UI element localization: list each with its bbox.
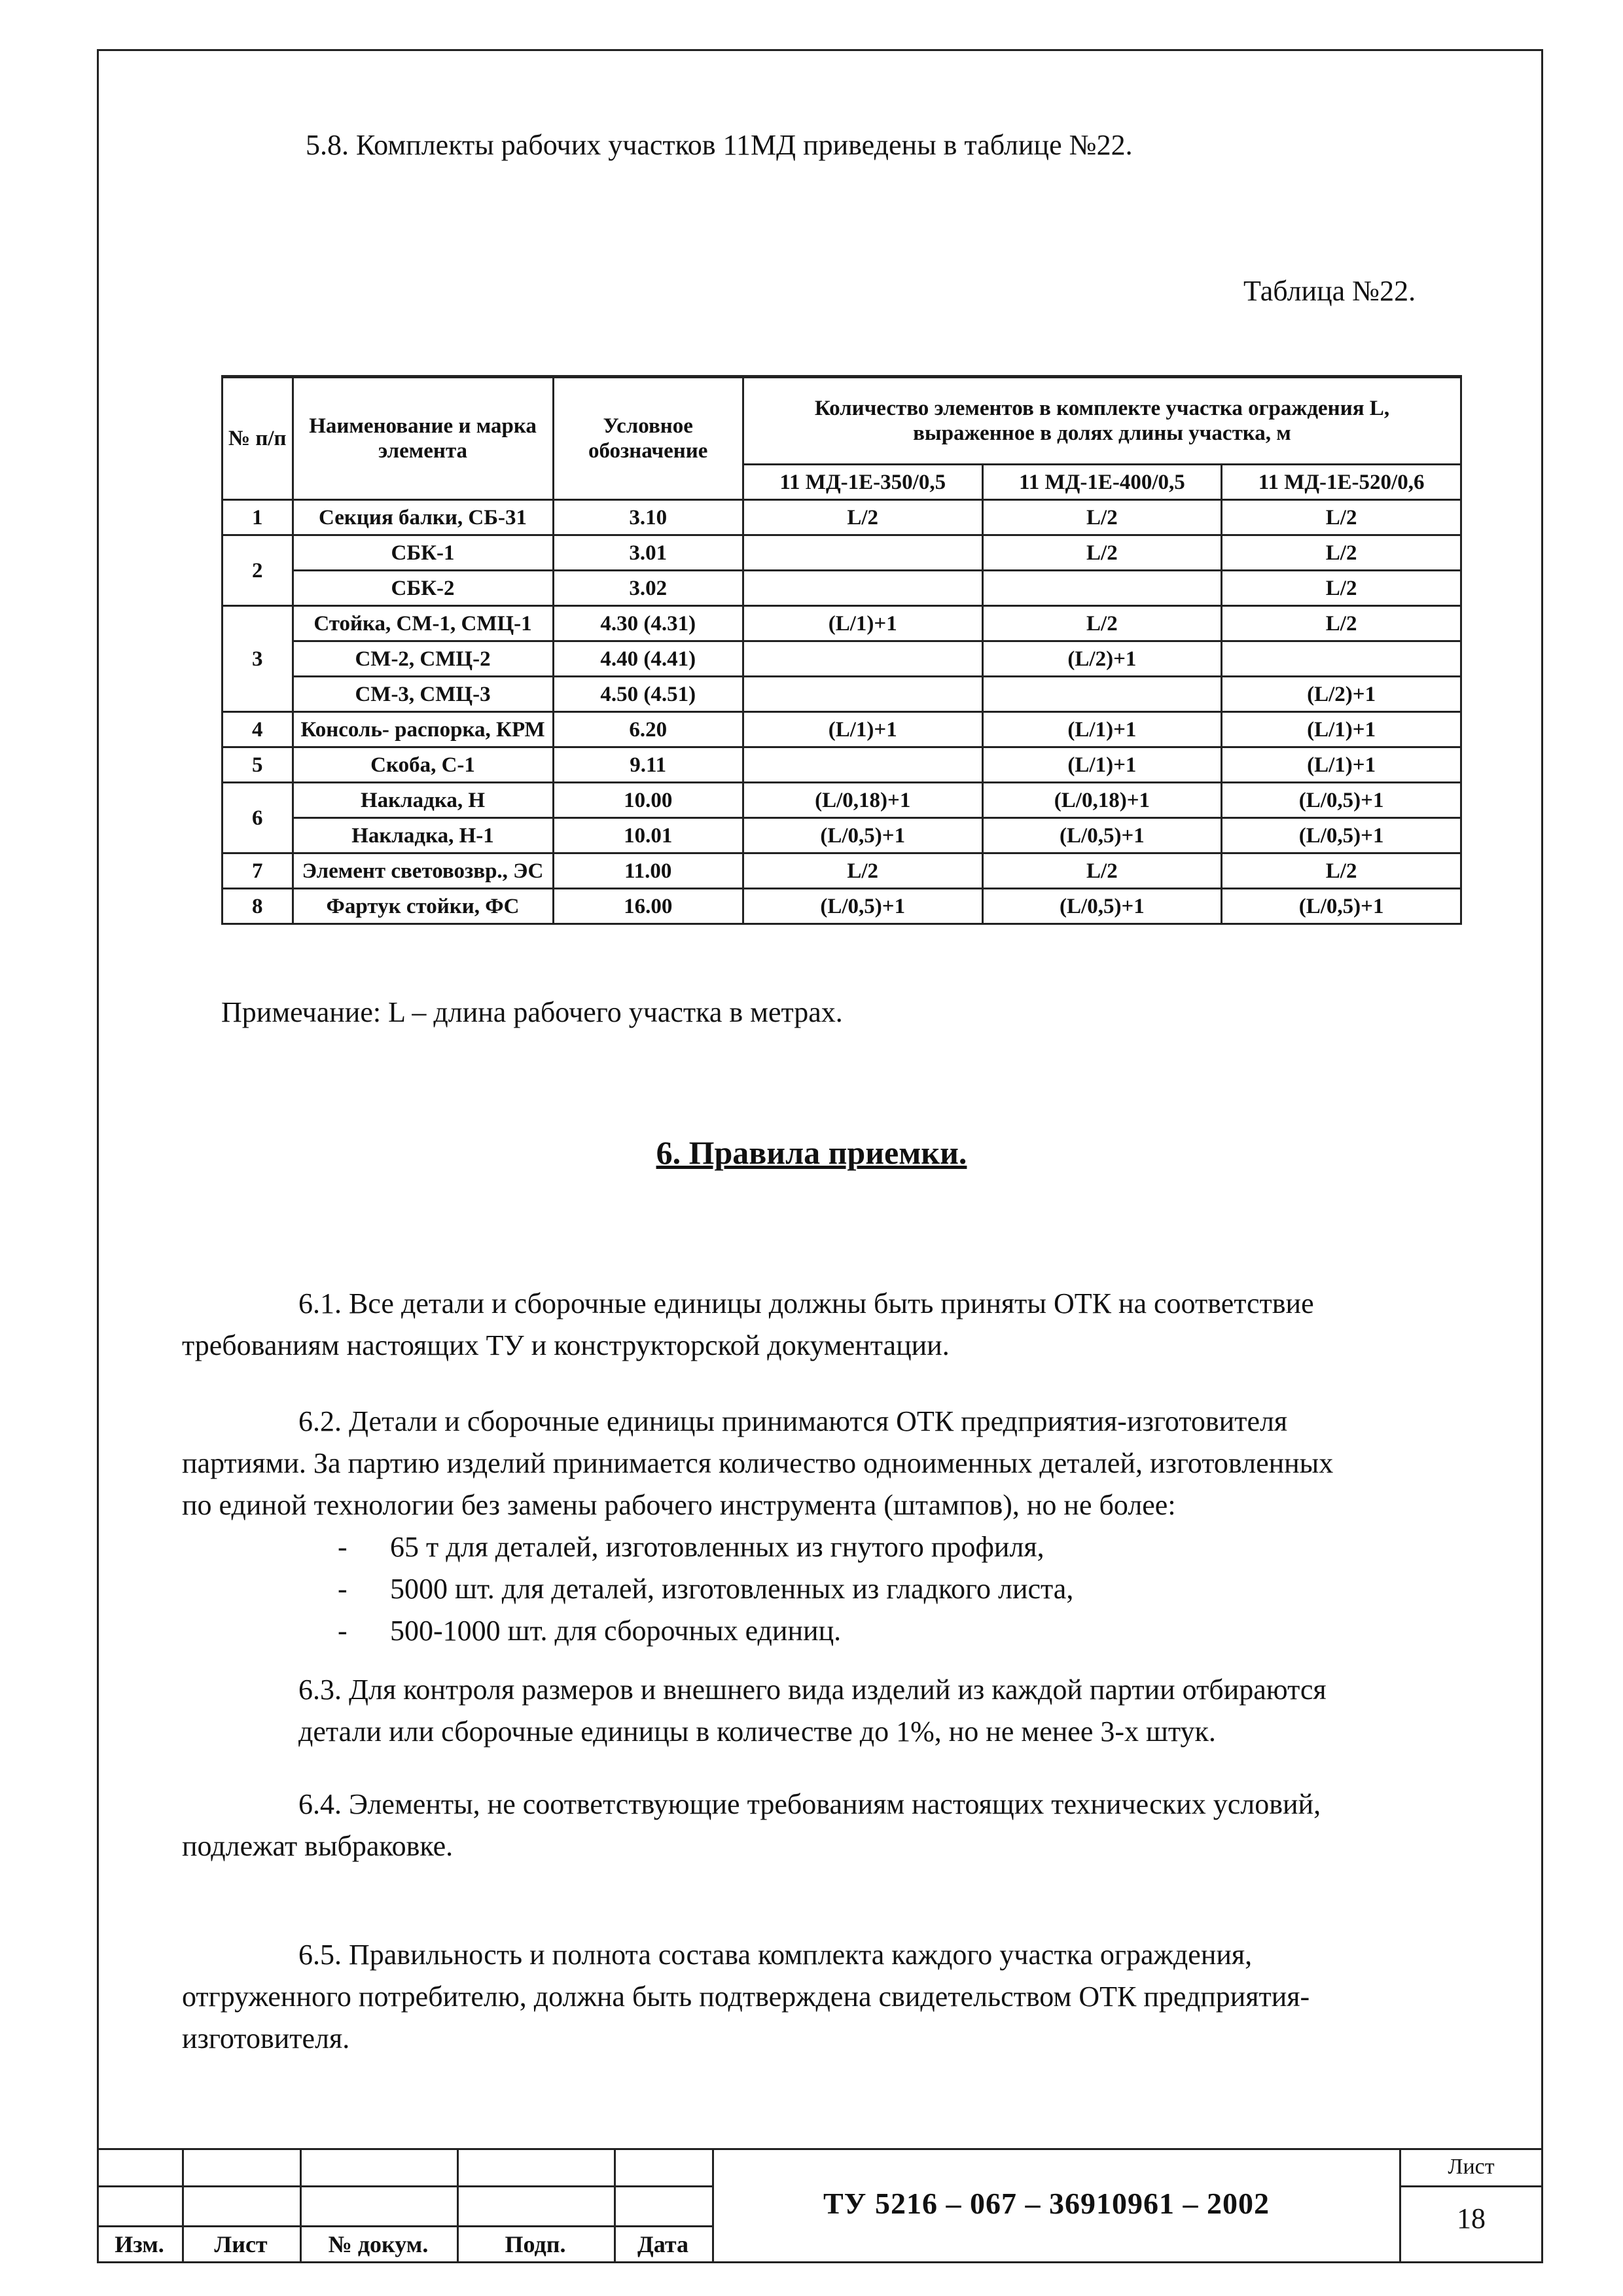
row-v2: (L/0,5)+1 bbox=[982, 818, 1222, 853]
row-code: 16.00 bbox=[553, 889, 743, 924]
row-v3: L/2 bbox=[1222, 500, 1461, 535]
paragraph-line: требованиям настоящих ТУ и конструкторской документации. bbox=[182, 1329, 950, 1361]
row-v2: (L/1)+1 bbox=[982, 712, 1222, 747]
row-v3 bbox=[1222, 641, 1461, 677]
stamp-label-doc-number: № докум. bbox=[328, 2231, 429, 2257]
row-number: 3 bbox=[223, 606, 293, 712]
row-v3: L/2 bbox=[1222, 535, 1461, 571]
table-row bbox=[223, 571, 1461, 606]
row-v2: L/2 bbox=[982, 606, 1222, 641]
row-v3: (L/2)+1 bbox=[1222, 677, 1461, 712]
header-code: Условное обозначение bbox=[553, 377, 743, 500]
row-name: Накладка, Н bbox=[293, 783, 553, 818]
row-code: 3.10 bbox=[553, 500, 743, 535]
header-variant-3: 11 МД-1Е-520/0,6 bbox=[1222, 465, 1461, 500]
header-num: № п/п bbox=[223, 377, 293, 500]
row-number: 6 bbox=[223, 783, 293, 853]
stamp-line bbox=[97, 2148, 1543, 2150]
row-name: Стойка, СМ-1, СМЦ-1 bbox=[293, 606, 553, 641]
row-code: 4.40 (4.41) bbox=[553, 641, 743, 677]
row-v1: (L/0,5)+1 bbox=[743, 889, 982, 924]
row-name: Фартук стойки, ФС bbox=[293, 889, 553, 924]
row-code: 10.00 bbox=[553, 783, 743, 818]
paragraph-line: 6.4. Элементы, не соответствующие требованиям настоящих технических условий, bbox=[298, 1788, 1321, 1820]
row-v2: (L/0,5)+1 bbox=[982, 889, 1222, 924]
row-v2 bbox=[982, 571, 1222, 606]
row-v1 bbox=[743, 571, 982, 606]
paragraph-line: 6.5. Правильность и полнота состава комплекта каждого участка ограждения, bbox=[298, 1939, 1253, 1971]
sheet-number: 18 bbox=[1457, 2202, 1486, 2234]
row-v3: (L/0,5)+1 bbox=[1222, 783, 1461, 818]
row-v1 bbox=[743, 641, 982, 677]
row-v2: L/2 bbox=[982, 535, 1222, 571]
row-name: СМ-2, СМЦ-2 bbox=[293, 641, 553, 677]
row-name: СМ-3, СМЦ-3 bbox=[293, 677, 553, 712]
row-v2: (L/2)+1 bbox=[982, 641, 1222, 677]
row-v3: L/2 bbox=[1222, 606, 1461, 641]
elements-table bbox=[221, 375, 1462, 925]
table-row bbox=[223, 747, 1461, 783]
table-caption: Таблица №22. bbox=[1243, 275, 1416, 307]
paragraph-6-3 bbox=[182, 1669, 1491, 1753]
stamp-label-sheet: Лист bbox=[214, 2231, 268, 2257]
header-variant-2: 11 МД-1Е-400/0,5 bbox=[982, 465, 1222, 500]
row-code: 10.01 bbox=[553, 818, 743, 853]
row-v1: (L/0,18)+1 bbox=[743, 783, 982, 818]
list-item: - 500-1000 шт. для сборочных единиц. bbox=[338, 1615, 842, 1647]
table-note: Примечание: L – длина рабочего участка в метрах. bbox=[221, 996, 843, 1028]
row-v3: (L/1)+1 bbox=[1222, 747, 1461, 783]
stamp-line bbox=[712, 2148, 714, 2263]
paragraph-6-2 bbox=[182, 1401, 1491, 1652]
row-number: 1 bbox=[223, 500, 293, 535]
row-number: 8 bbox=[223, 889, 293, 924]
row-v2: (L/0,18)+1 bbox=[982, 783, 1222, 818]
row-v3: (L/0,5)+1 bbox=[1222, 889, 1461, 924]
row-v1: L/2 bbox=[743, 853, 982, 889]
row-code: 3.01 bbox=[553, 535, 743, 571]
row-code: 9.11 bbox=[553, 747, 743, 783]
row-name: СБК-1 bbox=[293, 535, 553, 571]
paragraph-line: по единой технологии без замены рабочего инструмента (штампов), но не более: bbox=[182, 1489, 1176, 1521]
row-v1 bbox=[743, 535, 982, 571]
section-title: 6. Правила приемки. bbox=[656, 1134, 967, 1171]
row-code: 6.20 bbox=[553, 712, 743, 747]
row-name: Секция балки, СБ-31 bbox=[293, 500, 553, 535]
table-row bbox=[223, 641, 1461, 677]
row-v1: (L/1)+1 bbox=[743, 712, 982, 747]
row-name: Элемент световозвр., ЭС bbox=[293, 853, 553, 889]
row-v2: L/2 bbox=[982, 853, 1222, 889]
table-row bbox=[223, 853, 1461, 889]
sheet-label: Лист bbox=[1448, 2155, 1495, 2179]
row-v1 bbox=[743, 677, 982, 712]
row-v3: L/2 bbox=[1222, 853, 1461, 889]
stamp-label-signature: Подп. bbox=[505, 2231, 566, 2257]
paragraph-line: 6.3. Для контроля размеров и внешнего вида изделий из каждой партии отбираются bbox=[298, 1674, 1327, 1706]
row-code: 4.50 (4.51) bbox=[553, 677, 743, 712]
table-row bbox=[223, 677, 1461, 712]
stamp-line bbox=[1399, 2185, 1543, 2187]
paragraph-line: подлежат выбраковке. bbox=[182, 1830, 454, 1862]
title-block bbox=[97, 2148, 1543, 2263]
paragraph-line: 6.2. Детали и сборочные единицы принимаются ОТК предприятия-изготовителя bbox=[298, 1405, 1288, 1437]
stamp-line bbox=[97, 2185, 712, 2187]
table-header-row bbox=[223, 377, 1461, 465]
table-row bbox=[223, 535, 1461, 571]
table-row bbox=[223, 500, 1461, 535]
row-code: 4.30 (4.31) bbox=[553, 606, 743, 641]
row-v2 bbox=[982, 677, 1222, 712]
row-number: 4 bbox=[223, 712, 293, 747]
table-row bbox=[223, 783, 1461, 818]
row-code: 11.00 bbox=[553, 853, 743, 889]
paragraph-line: изготовителя. bbox=[182, 2022, 350, 2054]
row-name: Консоль- распорка, КРМ bbox=[293, 712, 553, 747]
table-row bbox=[223, 712, 1461, 747]
header-name: Наименование и марка элемента bbox=[293, 377, 553, 500]
row-name: Скоба, С-1 bbox=[293, 747, 553, 783]
paragraph-line: детали или сборочные единицы в количестве до 1%, но не менее 3-х штук. bbox=[298, 1715, 1216, 1748]
stamp-label-change: Изм. bbox=[115, 2231, 164, 2257]
row-v1: (L/0,5)+1 bbox=[743, 818, 982, 853]
header-variant-1: 11 МД-1Е-350/0,5 bbox=[743, 465, 982, 500]
list-item: - 5000 шт. для деталей, изготовленных из гладкого листа, bbox=[338, 1573, 1074, 1605]
stamp-line bbox=[97, 2225, 712, 2227]
row-v1: (L/1)+1 bbox=[743, 606, 982, 641]
table-row bbox=[223, 889, 1461, 924]
paragraph-line: партиями. За партию изделий принимается количество одноименных деталей, изготовленных bbox=[182, 1447, 1334, 1479]
row-v2: L/2 bbox=[982, 500, 1222, 535]
row-number: 7 bbox=[223, 853, 293, 889]
document-code: ТУ 5216 – 067 – 36910961 – 2002 bbox=[823, 2187, 1270, 2220]
paragraph-6-1 bbox=[182, 1283, 1491, 1367]
row-v1 bbox=[743, 747, 982, 783]
paragraph-6-5 bbox=[182, 1934, 1491, 2060]
intro-paragraph: 5.8. Комплекты рабочих участков 11МД приведены в таблице №22. bbox=[306, 129, 1133, 161]
stamp-label-date: Дата bbox=[637, 2231, 688, 2257]
row-v3: L/2 bbox=[1222, 571, 1461, 606]
table-row bbox=[223, 818, 1461, 853]
table-row bbox=[223, 606, 1461, 641]
row-name: Накладка, Н-1 bbox=[293, 818, 553, 853]
row-v3: (L/1)+1 bbox=[1222, 712, 1461, 747]
row-number: 2 bbox=[223, 535, 293, 606]
row-name: СБК-2 bbox=[293, 571, 553, 606]
row-v1: L/2 bbox=[743, 500, 982, 535]
list-item: - 65 т для деталей, изготовленных из гнутого профиля, bbox=[338, 1531, 1044, 1563]
row-v3: (L/0,5)+1 bbox=[1222, 818, 1461, 853]
row-code: 3.02 bbox=[553, 571, 743, 606]
paragraph-6-4 bbox=[182, 1784, 1491, 1867]
paragraph-line: 6.1. Все детали и сборочные единицы должны быть приняты ОТК на соответствие bbox=[298, 1287, 1314, 1319]
row-number: 5 bbox=[223, 747, 293, 783]
paragraph-line: отгруженного потребителю, должна быть подтверждена свидетельством ОТК предприятия- bbox=[182, 1981, 1310, 2013]
header-quantity: Количество элементов в комплекте участка ограждения L, выраженное в долях длины участка, м bbox=[743, 377, 1461, 465]
row-v2: (L/1)+1 bbox=[982, 747, 1222, 783]
